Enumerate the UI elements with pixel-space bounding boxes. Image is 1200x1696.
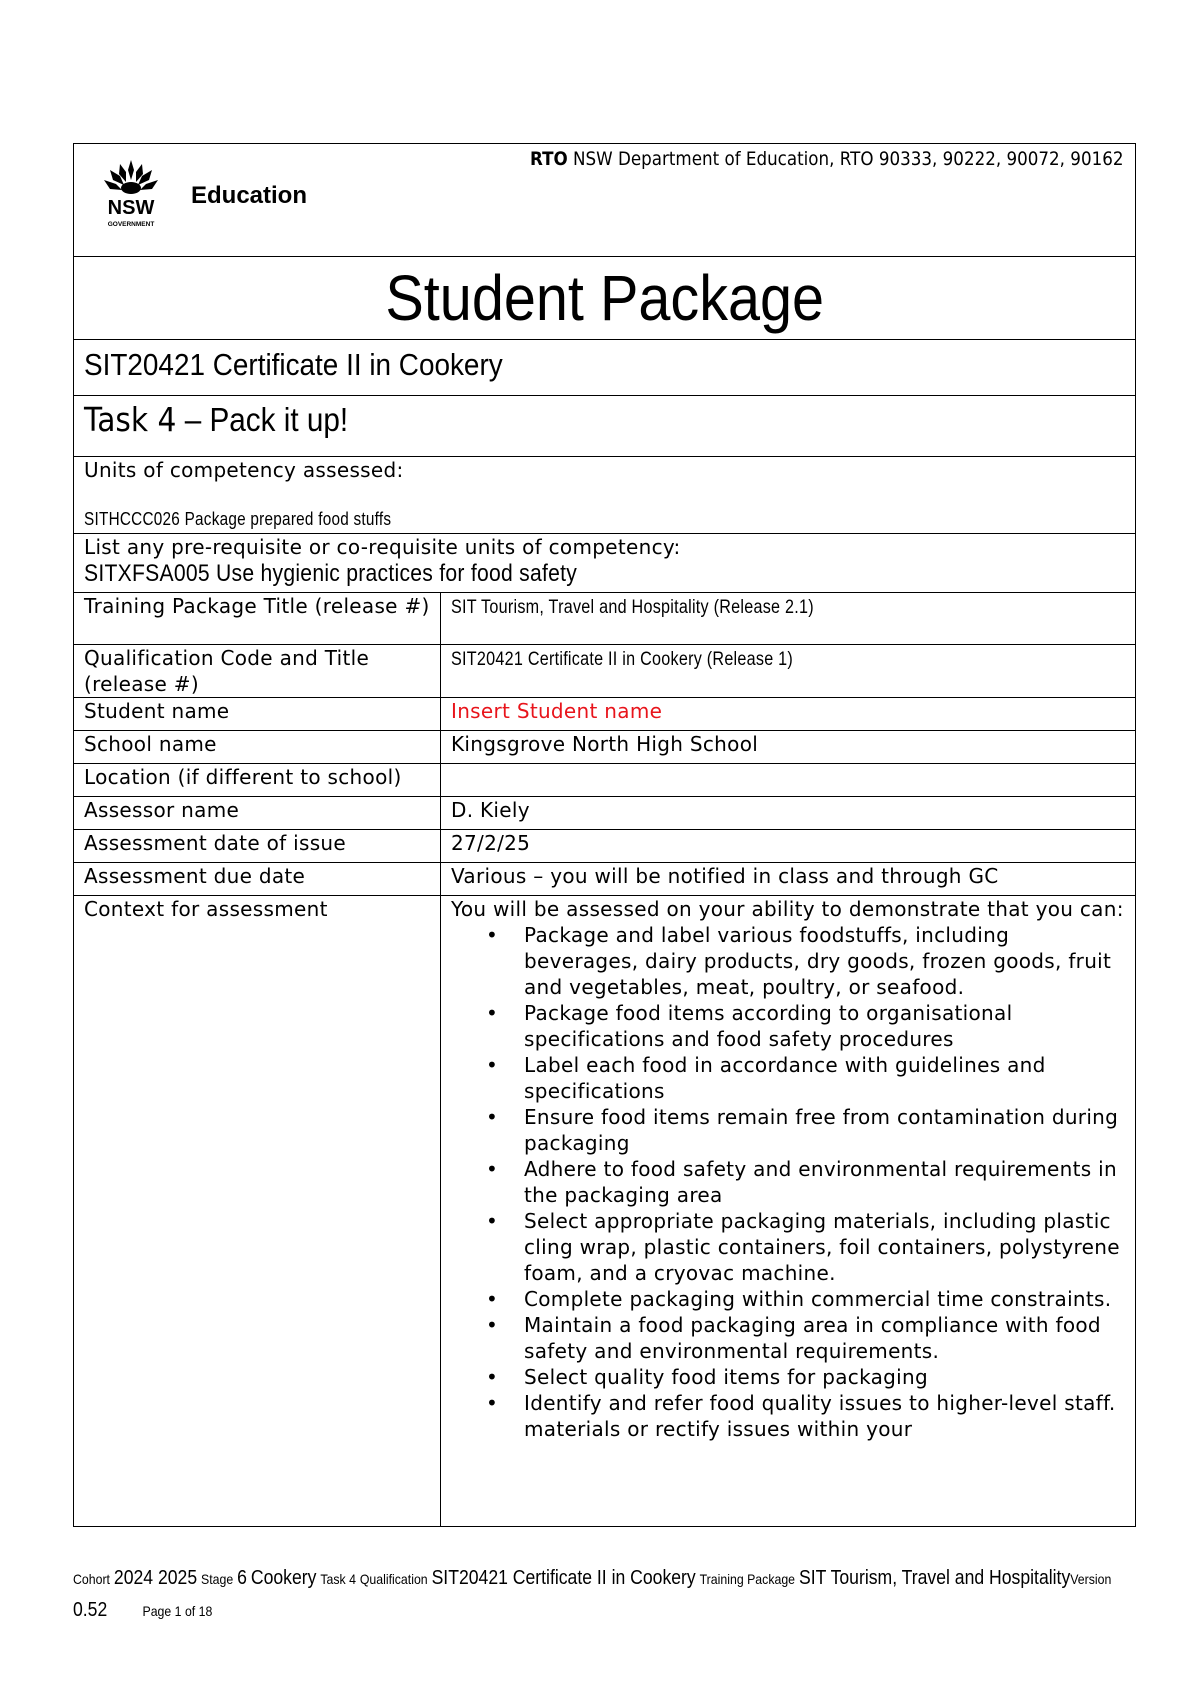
table-row: [74, 896, 1136, 1527]
list-item: • Complete packaging within commercial time constraints.: [524, 1286, 1125, 1312]
training-package-value: SIT Tourism, Travel and Hospitality (Release 2.1): [451, 597, 814, 618]
course-cell: [74, 340, 1136, 396]
table-row: [74, 645, 1136, 698]
footer-version-label: Version: [1070, 1571, 1112, 1587]
table-row: [74, 764, 1136, 797]
svg-text:GOVERNMENT: GOVERNMENT: [107, 221, 155, 228]
task-title: [84, 396, 348, 444]
table-row: [74, 698, 1136, 731]
table-row: [74, 731, 1136, 764]
list-item: • Select quality food items for packaging: [524, 1364, 1125, 1390]
list-item: • Ensure food items remain free from contamination during packaging: [524, 1104, 1125, 1156]
page-title: Student Package: [385, 262, 824, 334]
location-label: Location (if different to school): [74, 764, 441, 797]
education-label: Education: [191, 182, 308, 209]
units-cell: [74, 457, 1136, 534]
training-package-label: Training Package Title (release #): [74, 593, 441, 645]
qualification-label: Qualification Code and Title (release #): [74, 645, 441, 698]
units-label: Units of competency assessed:: [84, 458, 404, 482]
header-cell: [74, 144, 1136, 257]
footer-qual: SIT20421 Certificate II in Cookery: [431, 1567, 696, 1589]
list-item: • Package food items according to organisational specifications and food safety procedures: [524, 1000, 1125, 1052]
page-number: Page 1 of 18: [142, 1603, 213, 1619]
table-row: [74, 863, 1136, 896]
svg-text:NSW: NSW: [107, 197, 155, 219]
table-row: [74, 797, 1136, 830]
student-name-label: Student name: [74, 698, 441, 731]
list-item: • Select appropriate packaging materials, including plastic cling wrap, plastic containers, foil containers, polystyrene foam, and a cryovac machine.: [524, 1208, 1125, 1286]
footer-qual-label: Qualification: [359, 1571, 428, 1587]
footer-cohort: 2024 2025: [113, 1567, 198, 1589]
due-date-value: Various – you will be notified in class and through GC: [441, 863, 1136, 896]
prereq-cell: [74, 534, 1136, 593]
student-name-field[interactable]: Insert Student name: [441, 698, 1136, 731]
qualification-value-cell: [441, 645, 1136, 698]
list-item: • Identify and refer food quality issues to higher-level staff. materials or rectify issues within your: [524, 1390, 1125, 1442]
task-number: Task 4: [84, 400, 177, 439]
assessor-value: D. Kiely: [441, 797, 1136, 830]
prereq-code: SITXFSA005 Use hygienic practices for food safety: [84, 560, 578, 587]
rto-line: [529, 148, 1123, 170]
title-cell: [74, 257, 1136, 340]
nsw-waratah-logo: [98, 158, 164, 230]
assessor-label: Assessor name: [74, 797, 441, 830]
footer-stage: 6: [237, 1567, 247, 1589]
issue-date-label: Assessment date of issue: [74, 830, 441, 863]
training-package-value-cell: [441, 593, 1136, 645]
issue-date-value: 27/2/25: [441, 830, 1136, 863]
footer-subject: Cookery: [250, 1567, 317, 1589]
list-item: • Adhere to food safety and environmental requirements in the packaging area: [524, 1156, 1125, 1208]
table-row: [74, 593, 1136, 645]
location-field[interactable]: [441, 764, 1136, 797]
due-date-label: Assessment due date: [74, 863, 441, 896]
prereq-label: List any pre-requisite or co-requisite units of competency:: [84, 535, 681, 559]
footer-task: Task 4: [320, 1571, 356, 1587]
footer-cohort-label: Cohort: [73, 1571, 110, 1587]
context-list: [451, 922, 1125, 1442]
footer-tp: SIT Tourism, Travel and Hospitality: [798, 1567, 1071, 1589]
list-item: • Label each food in accordance with guidelines and specifications: [524, 1052, 1125, 1104]
qualification-value: SIT20421 Certificate II in Cookery (Release 1): [451, 649, 794, 670]
context-value-cell: [441, 896, 1136, 1527]
table-row: [74, 830, 1136, 863]
rto-label: RTO: [529, 148, 568, 170]
course-title: SIT20421 Certificate II in Cookery: [84, 347, 503, 382]
page-footer: [73, 1563, 1136, 1627]
context-intro: You will be assessed on your ability to demonstrate that you can:: [451, 897, 1124, 921]
list-item: • Package and label various foodstuffs, including beverages, dairy products, dry goods, frozen goods, fruit and vegetables, meat, poultry, or seafood.: [524, 922, 1125, 1000]
task-cell: [74, 396, 1136, 457]
footer-stage-label: Stage: [201, 1571, 234, 1587]
school-name-label: School name: [74, 731, 441, 764]
footer-version: 0.52: [73, 1599, 108, 1621]
footer-tp-label: Training Package: [699, 1571, 796, 1587]
school-name-value: Kingsgrove North High School: [441, 731, 1136, 764]
context-label: Context for assessment: [74, 896, 441, 1527]
task-name: – Pack it up!: [176, 401, 349, 438]
units-code: SITHCCC026 Package prepared food stuffs: [84, 509, 392, 529]
rto-text: NSW Department of Education, RTO 90333, 90222, 90072, 90162: [572, 148, 1123, 170]
list-item: • Maintain a food packaging area in compliance with food safety and environmental requirements.: [524, 1312, 1125, 1364]
student-package-table: [73, 143, 1136, 1527]
